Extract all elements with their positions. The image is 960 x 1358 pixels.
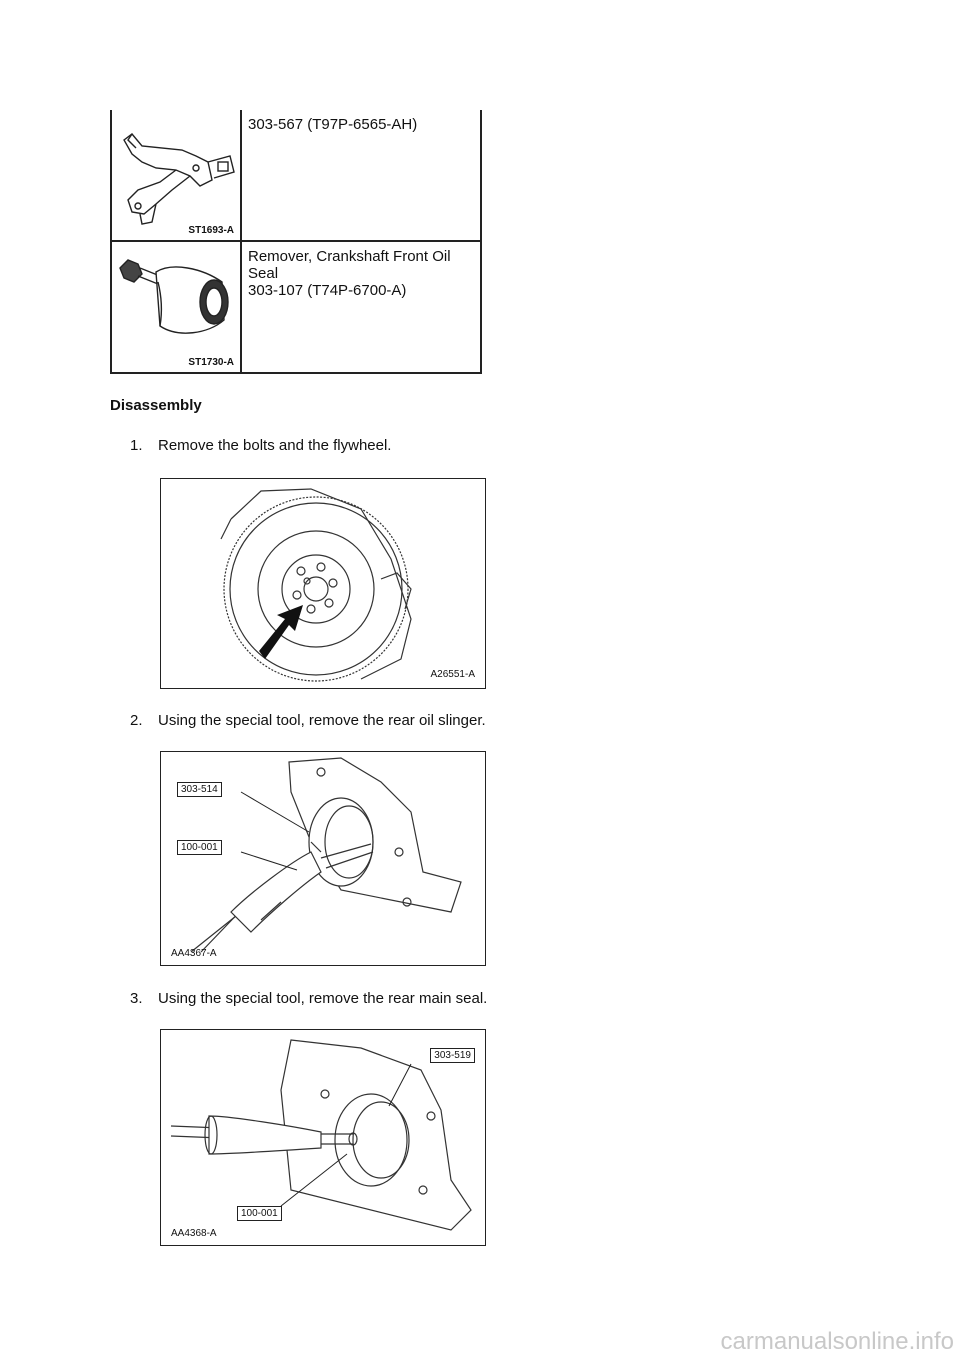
tool-callout: 100-001 bbox=[237, 1206, 282, 1221]
tool-row bbox=[112, 240, 480, 372]
tool-callout: 303-514 bbox=[177, 782, 222, 797]
step-text: Using the special tool, remove the rear oil slinger. bbox=[158, 712, 486, 729]
step-text: Remove the bolts and the flywheel. bbox=[158, 437, 392, 454]
figure-code: AA4367-A bbox=[171, 948, 217, 959]
special-tools-table bbox=[110, 110, 482, 374]
tool-illustration bbox=[112, 242, 242, 372]
step-number: 2. bbox=[130, 712, 143, 729]
tool-image-code: ST1693-A bbox=[188, 225, 234, 236]
step-number: 1. bbox=[130, 437, 143, 454]
figure-code: A26551-A bbox=[430, 669, 475, 680]
tool-number: 303-567 (T97P-6565-AH) bbox=[248, 116, 418, 133]
rear-oil-slinger-figure bbox=[160, 751, 486, 966]
watermark: carmanualsonline.info bbox=[720, 1328, 954, 1355]
section-title: Disassembly bbox=[110, 397, 202, 414]
wrench-tool-icon bbox=[112, 110, 242, 240]
seal-remover-tool-icon bbox=[112, 242, 242, 372]
tool-illustration bbox=[112, 110, 242, 240]
tool-callout: 100-001 bbox=[177, 840, 222, 855]
step-text: Using the special tool, remove the rear main seal. bbox=[158, 990, 488, 1007]
flywheel-illustration bbox=[161, 479, 487, 690]
tool-row bbox=[112, 110, 480, 240]
tool-description bbox=[242, 242, 480, 372]
flywheel-figure bbox=[160, 478, 486, 689]
figure-code: AA4368-A bbox=[171, 1228, 217, 1239]
rear-main-seal-figure bbox=[160, 1029, 486, 1246]
tool-name-and-number: Remover, Crankshaft Front Oil Seal 303-107 (T74P-6700-A) bbox=[248, 248, 451, 299]
step-number: 3. bbox=[130, 990, 143, 1007]
procedure-step bbox=[130, 990, 487, 1007]
tool-image-code: ST1730-A bbox=[188, 357, 234, 368]
procedure-step bbox=[130, 437, 391, 454]
tool-description bbox=[242, 110, 480, 240]
procedure-step bbox=[130, 712, 486, 729]
tool-callout: 303-519 bbox=[430, 1048, 475, 1063]
